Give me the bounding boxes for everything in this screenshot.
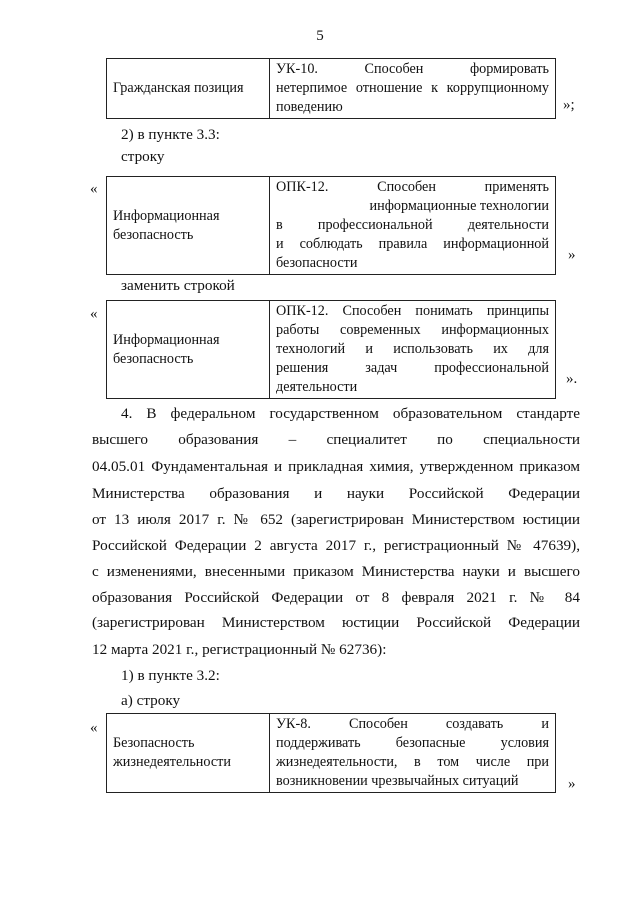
close-quote: » xyxy=(568,776,576,792)
cell-line: работы современных информационных xyxy=(276,322,549,338)
close-quote: »; xyxy=(563,97,575,113)
para4-line-7 xyxy=(92,563,580,581)
text-line: высшего образования – специалитет по специальности xyxy=(92,431,580,448)
para4-line-6 xyxy=(92,537,580,555)
cell-line: УК-10. Способен формировать xyxy=(276,61,549,77)
close-quote: ». xyxy=(566,371,578,387)
paragraph: 2) в пункте 3.3: xyxy=(121,126,220,143)
cell-line: ОПК-12. Способен применять xyxy=(276,179,549,195)
para4-line-5 xyxy=(92,511,580,529)
cell-line: безопасности xyxy=(276,255,358,271)
cell-line: ОПК-12. Способен понимать принципы xyxy=(276,303,549,319)
table-bzh xyxy=(106,713,556,793)
text-line: (зарегистрирован Министерством юстиции Российской Федерации xyxy=(92,614,580,631)
open-quote: « xyxy=(90,181,98,197)
cell-line: УК-8. Способен создавать и xyxy=(276,716,549,732)
para4-line-10: 12 марта 2021 г., регистрационный № 62736): xyxy=(92,641,387,658)
cell-line: нетерпимое отношение к коррупционному xyxy=(276,80,549,96)
paragraph: 1) в пункте 3.2: xyxy=(121,667,220,684)
table-cell-left: Гражданская позиция xyxy=(107,59,270,119)
para4-line-9 xyxy=(92,614,580,632)
table-cell-left xyxy=(107,301,270,399)
table-cell-left xyxy=(107,714,270,793)
para4-line-1 xyxy=(121,405,580,423)
text-line: от 13 июля 2017 г. № 652 (зарегистрирован Министерством юстиции xyxy=(92,511,580,528)
close-quote: » xyxy=(568,247,576,263)
open-quote: « xyxy=(90,306,98,322)
cell-line: Информационная xyxy=(113,331,220,348)
table-grazhdanskaya xyxy=(106,58,556,119)
cell-line: безопасность xyxy=(113,350,194,367)
cell-line: Информационная xyxy=(113,207,220,224)
open-quote: « xyxy=(90,720,98,736)
table-cell-right xyxy=(270,177,556,275)
cell-line: в профессиональной деятельности xyxy=(276,217,549,233)
table-cell-right xyxy=(270,301,556,399)
paragraph: заменить строкой xyxy=(121,277,235,294)
text-line: 04.05.01 Фундаментальная и прикладная химия, утвержденном приказом xyxy=(92,458,580,475)
cell-line: возникновении чрезвычайных ситуаций xyxy=(276,773,519,789)
cell-line: безопасность xyxy=(113,226,194,243)
cell-line: и соблюдать правила информационной xyxy=(276,236,549,252)
table-infobez-new xyxy=(106,300,556,399)
para4-line-2 xyxy=(92,431,580,449)
para4-line-3 xyxy=(92,458,580,476)
text-line: Министерства образования и науки Российской Федерации xyxy=(92,485,580,502)
table-infobez-old xyxy=(106,176,556,275)
text-line: Российской Федерации 2 августа 2017 г., регистрационный № 47639), xyxy=(92,537,580,554)
cell-line: решения задач профессиональной xyxy=(276,360,549,376)
text-line: с изменениями, внесенными приказом Министерства науки и высшего xyxy=(92,563,580,580)
table-cell-right xyxy=(270,59,556,119)
paragraph: строку xyxy=(121,148,165,165)
cell-line: жизнедеятельности xyxy=(113,754,231,770)
cell-line: информационные технологии xyxy=(369,198,549,214)
cell-line: технологий и использовать их для xyxy=(276,341,549,357)
text-line: 4. В федеральном государственном образовательном стандарте xyxy=(121,405,580,422)
table-cell-left xyxy=(107,177,270,275)
cell-line: Безопасность xyxy=(113,735,195,751)
cell-line: жизнедеятельности, в том числе при xyxy=(276,754,549,770)
para4-line-4 xyxy=(92,485,580,503)
cell-line: поддерживать безопасные условия xyxy=(276,735,549,751)
paragraph: а) строку xyxy=(121,692,181,709)
cell-line: деятельности xyxy=(276,379,358,395)
page-number: 5 xyxy=(316,28,324,44)
text-line: образования Российской Федерации от 8 февраля 2021 г. № 84 xyxy=(92,589,580,606)
cell-line: поведению xyxy=(276,99,343,115)
para4-line-8 xyxy=(92,589,580,607)
table-cell-right xyxy=(270,714,556,793)
